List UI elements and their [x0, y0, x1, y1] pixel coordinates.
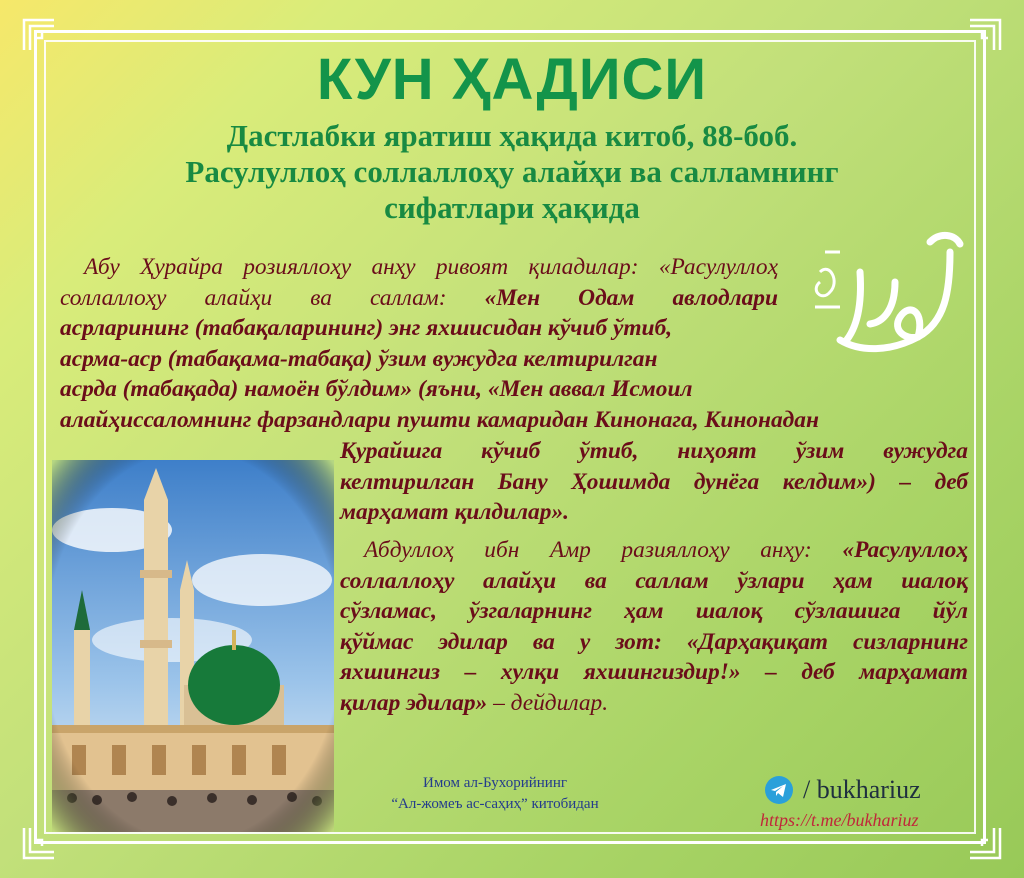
- text-line-bold: қўймас эдилар ва у зот: «Дарҳақиқат сизларнинг: [340, 628, 968, 655]
- text-line: [60, 283, 778, 314]
- text-line: [340, 535, 968, 566]
- hadith-abu-hurayra-continued: [340, 436, 968, 528]
- text-segment-bold: қилар эдилар»: [340, 689, 488, 716]
- text-segment: – дейдилар.: [487, 689, 609, 716]
- source-credit: [360, 773, 630, 815]
- chapter-subtitle: [70, 118, 954, 226]
- text-line-bold: келтирилган Бану Ҳошимда дунёга келдим») – деб: [340, 468, 968, 495]
- text-segment: соллаллоҳу алайҳи ва саллам:: [60, 284, 485, 311]
- text-line-bold: яхшингиз – хулқи яхшингиздир!» – деб марҳамат: [340, 659, 968, 685]
- hadith-abu-hurayra: [60, 252, 819, 435]
- muhammad-calligraphy-icon: [800, 212, 980, 382]
- telegram-link[interactable]: https://t.me/bukhariuz: [760, 810, 919, 830]
- corner-ornament-bottom-left: [22, 826, 56, 860]
- telegram-icon: [765, 776, 793, 804]
- telegram-handle: / bukhariuz: [803, 775, 921, 804]
- text-segment-bold: «Расулуллоҳ: [842, 537, 968, 563]
- text-line-bold: соллаллоҳу алайҳи ва саллам ўзлари ҳам шалоқ: [340, 567, 968, 594]
- subtitle-line: Дастлабки яратиш ҳақида китоб, 88-боб.: [226, 118, 798, 153]
- text-line-bold: Қурайшга кўчиб ўтиб, ниҳоят ўзим вужудга: [340, 438, 968, 464]
- page-title: КУН ҲАДИСИ: [316, 47, 708, 112]
- subtitle-line: Расулуллоҳ соллаллоҳу алайҳи ва салламнинг: [185, 154, 839, 189]
- corner-ornament-bottom-right: [968, 826, 1002, 860]
- text-line-bold: асрда (табақада) намоён бўлдим» (яъни, «Мен аввал Исмоил: [60, 376, 693, 402]
- credit-line: Имом ал-Бухорийнинг: [422, 775, 567, 791]
- telegram-channel[interactable]: [765, 774, 921, 806]
- text-line-bold: асрларининг (табақаларининг) энг яхшисидан кўчиб ўтиб,: [60, 315, 673, 341]
- text-line-bold: асрма-аср (табақама-табақа) ўзим вужудга келтирилган: [60, 345, 658, 372]
- text-line-bold: сўзламас, ўзгаларнинг ҳам шалоқ сўзлашига йўл: [340, 598, 968, 624]
- text-segment-bold: «Мен Одам авлодлари: [484, 284, 779, 311]
- hadith-abdullah-ibn-amr: [340, 535, 968, 718]
- text-line-bold: алайҳиссаломнинг фарзандлари пушти камаридан Кинонага, Кинонадан: [60, 406, 819, 433]
- text-line: [340, 688, 968, 719]
- text-line: Абу Ҳурайра розияллоҳу анҳу ривоят қиладилар: «Расулуллоҳ: [84, 254, 778, 280]
- subtitle-line: сифатлари ҳақида: [384, 190, 640, 225]
- text-line-bold: марҳамат қилдилар».: [340, 499, 569, 525]
- text-segment: Абдуллоҳ ибн Амр разияллоҳу анҳу:: [364, 537, 843, 563]
- mosque-photo: [52, 460, 334, 832]
- credit-line: “Ал-жомеъ ас-саҳиҳ” китобидан: [391, 796, 599, 812]
